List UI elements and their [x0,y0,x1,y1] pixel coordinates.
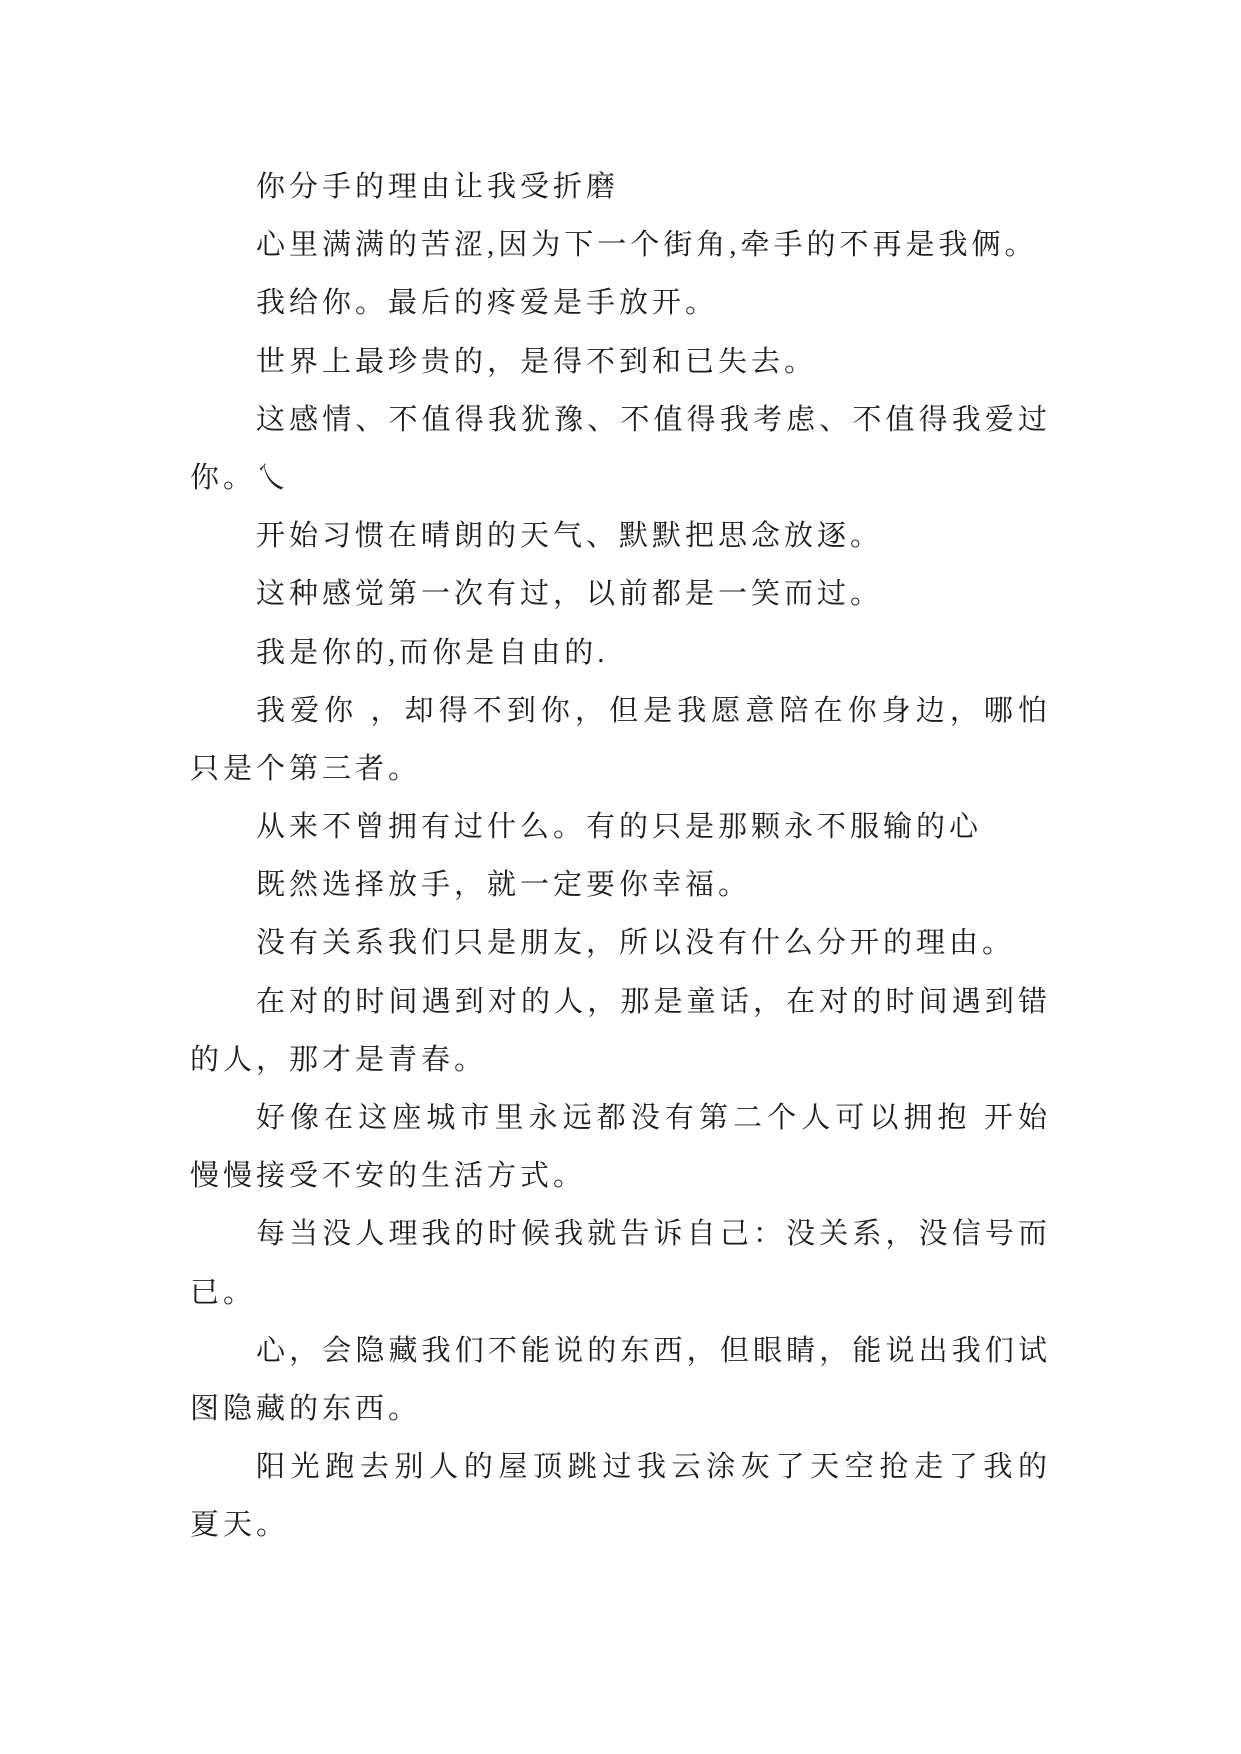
text-line: 这感情、不值得我犹豫、不值得我考虑、不值得我爱过 [256,403,1051,436]
text-line: 只是个第三者。 [190,752,422,785]
text-line: 心里满满的苦涩,因为下一个街角,牵手的不再是我俩。 [256,229,1038,262]
text-line: 这种感觉第一次有过，以前都是一笑而过。 [256,578,884,611]
text-line: 在对的时间遇到对的人，那是童话，在对的时间遇到错 [256,985,1051,1018]
paragraph [190,973,1051,1089]
text-line: 既然选择放手，就一定要你幸福。 [256,869,752,902]
paragraph [190,507,1051,565]
paragraph [190,1438,1051,1554]
paragraph [190,274,1051,332]
text-line: 世界上最珍贵的，是得不到和已失去。 [256,345,818,378]
text-line: 你分手的理由让我受折磨 [256,171,620,203]
paragraph [190,914,1051,972]
paragraph [190,1089,1051,1205]
text-line: 阳光跑去别人的屋顶跳过我云涂灰了天空抢走了我的 [256,1451,1051,1484]
text-line: 开始习惯在晴朗的天气、默默把思念放逐。 [256,520,884,553]
paragraph [190,798,1051,856]
text-line: 你。乀 [190,461,290,494]
text-line: 没有关系我们只是朋友，所以没有什么分开的理由。 [256,927,1016,960]
text-line: 夏天。 [190,1509,290,1542]
text-line: 我是你的,而你是自由的. [256,636,609,669]
text-line: 我给你。最后的疼爱是手放开。 [256,287,719,320]
text-line: 的人，那才是青春。 [190,1043,488,1076]
text-line: 慢慢接受不安的生活方式。 [190,1160,587,1193]
paragraph [190,682,1051,798]
paragraph [190,1205,1051,1321]
paragraph [190,565,1051,623]
paragraph [190,158,1051,216]
text-line: 我爱你 ，却得不到你，但是我愿意陪在你身边，哪怕 [256,694,1051,727]
text-line: 每当没人理我的时候我就告诉自己：没关系，没信号而 [256,1218,1051,1251]
text-line: 图隐藏的东西。 [190,1392,422,1425]
paragraph [190,216,1051,274]
paragraph [190,856,1051,914]
text-line: 从来不曾拥有过什么。有的只是那颗永不服输的心 [256,811,983,844]
document-body [190,158,1051,1555]
text-line: 心，会隐藏我们不能说的东西，但眼睛，能说出我们试 [256,1334,1051,1367]
paragraph [190,1322,1051,1438]
text-line: 好像在这座城市里永远都没有第二个人可以拥抱 开始 [256,1102,1051,1134]
text-line: 已。 [190,1276,257,1309]
paragraph [190,333,1051,391]
paragraph [190,391,1051,507]
paragraph [190,624,1051,682]
